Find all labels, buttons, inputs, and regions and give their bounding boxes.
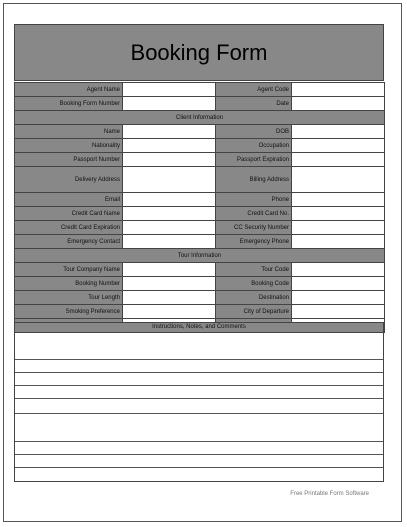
note-line bbox=[15, 359, 383, 360]
note-line bbox=[15, 441, 383, 442]
tour-section-header: Tour Information bbox=[15, 249, 385, 263]
client-row bbox=[15, 235, 385, 249]
notes-header: Instructions, Notes, and Comments bbox=[15, 323, 383, 333]
credit-card-name-label: Credit Card Name bbox=[15, 207, 123, 221]
tour-company-name-label: Tour Company Name bbox=[15, 263, 123, 277]
emergency-phone-label: Emergency Phone bbox=[216, 235, 292, 249]
cc-security-number-field[interactable] bbox=[292, 221, 385, 235]
form-title: Booking Form bbox=[130, 39, 268, 65]
destination-label: Destination bbox=[216, 291, 292, 305]
dob-label: DOB bbox=[216, 125, 292, 139]
tour-row bbox=[15, 263, 385, 277]
agent-name-label: Agent Name bbox=[15, 83, 123, 97]
client-row bbox=[15, 167, 385, 193]
note-line bbox=[15, 467, 383, 468]
client-section-header: Client Information bbox=[15, 111, 385, 125]
note-line bbox=[15, 372, 383, 373]
occupation-field[interactable] bbox=[292, 139, 385, 153]
client-row bbox=[15, 207, 385, 221]
passport-number-field[interactable] bbox=[123, 153, 216, 167]
booking-number-field[interactable] bbox=[123, 277, 216, 291]
phone-field[interactable] bbox=[292, 193, 385, 207]
name-field[interactable] bbox=[123, 125, 216, 139]
tour-length-field[interactable] bbox=[123, 291, 216, 305]
billing-address-label: Billing Address bbox=[216, 167, 292, 193]
tour-code-field[interactable] bbox=[292, 263, 385, 277]
footer-credit: Free Printable Form Software bbox=[290, 491, 369, 497]
phone-label: Phone bbox=[216, 193, 292, 207]
emergency-contact-label: Emergency Contact bbox=[15, 235, 123, 249]
delivery-address-label: Delivery Address bbox=[15, 167, 123, 193]
credit-card-expiration-label: Credit Card Expiration bbox=[15, 221, 123, 235]
email-field[interactable] bbox=[123, 193, 216, 207]
destination-field[interactable] bbox=[292, 291, 385, 305]
note-line bbox=[15, 398, 383, 399]
agent-name-field[interactable] bbox=[123, 83, 216, 97]
billing-address-field[interactable] bbox=[292, 167, 385, 193]
booking-form-number-field[interactable] bbox=[123, 97, 216, 111]
emergency-phone-field[interactable] bbox=[292, 235, 385, 249]
agent-code-label: Agent Code bbox=[216, 83, 292, 97]
client-row bbox=[15, 153, 385, 167]
passport-number-label: Passport Number bbox=[15, 153, 123, 167]
date-field[interactable] bbox=[292, 97, 385, 111]
credit-card-number-label: Credit Card No. bbox=[216, 207, 292, 221]
notes-box[interactable] bbox=[14, 322, 384, 482]
passport-expiration-label: Passport Expiration bbox=[216, 153, 292, 167]
passport-expiration-field[interactable] bbox=[292, 153, 385, 167]
emergency-contact-field[interactable] bbox=[123, 235, 216, 249]
email-label: Email bbox=[15, 193, 123, 207]
smoking-preference-label: Smoking Preference bbox=[15, 305, 123, 319]
smoking-preference-field[interactable] bbox=[123, 305, 216, 319]
tour-length-label: Tour Length bbox=[15, 291, 123, 305]
header-row bbox=[15, 97, 385, 111]
note-line bbox=[15, 413, 383, 414]
booking-form-number-label: Booking Form Number bbox=[15, 97, 123, 111]
nationality-label: Nationality bbox=[15, 139, 123, 153]
note-line bbox=[15, 454, 383, 455]
tour-code-label: Tour Code bbox=[216, 263, 292, 277]
section-row bbox=[15, 111, 385, 125]
note-line bbox=[15, 385, 383, 386]
credit-card-name-field[interactable] bbox=[123, 207, 216, 221]
client-row bbox=[15, 221, 385, 235]
tour-row bbox=[15, 277, 385, 291]
delivery-address-field[interactable] bbox=[123, 167, 216, 193]
client-row bbox=[15, 125, 385, 139]
booking-code-field[interactable] bbox=[292, 277, 385, 291]
date-label: Date bbox=[216, 97, 292, 111]
booking-number-label: Booking Number bbox=[15, 277, 123, 291]
tour-row bbox=[15, 305, 385, 319]
tour-row bbox=[15, 291, 385, 305]
client-row bbox=[15, 139, 385, 153]
cc-security-number-label: CC Security Number bbox=[216, 221, 292, 235]
header-row bbox=[15, 83, 385, 97]
booking-code-label: Booking Code bbox=[216, 277, 292, 291]
tour-company-name-field[interactable] bbox=[123, 263, 216, 277]
header-table bbox=[14, 82, 385, 333]
agent-code-field[interactable] bbox=[292, 83, 385, 97]
client-row bbox=[15, 193, 385, 207]
city-of-departure-field[interactable] bbox=[292, 305, 385, 319]
credit-card-expiration-field[interactable] bbox=[123, 221, 216, 235]
city-of-departure-label: City of Departure bbox=[216, 305, 292, 319]
occupation-label: Occupation bbox=[216, 139, 292, 153]
title-band bbox=[14, 24, 384, 81]
credit-card-number-field[interactable] bbox=[292, 207, 385, 221]
dob-field[interactable] bbox=[292, 125, 385, 139]
section-row bbox=[15, 249, 385, 263]
name-label: Name bbox=[15, 125, 123, 139]
nationality-field[interactable] bbox=[123, 139, 216, 153]
